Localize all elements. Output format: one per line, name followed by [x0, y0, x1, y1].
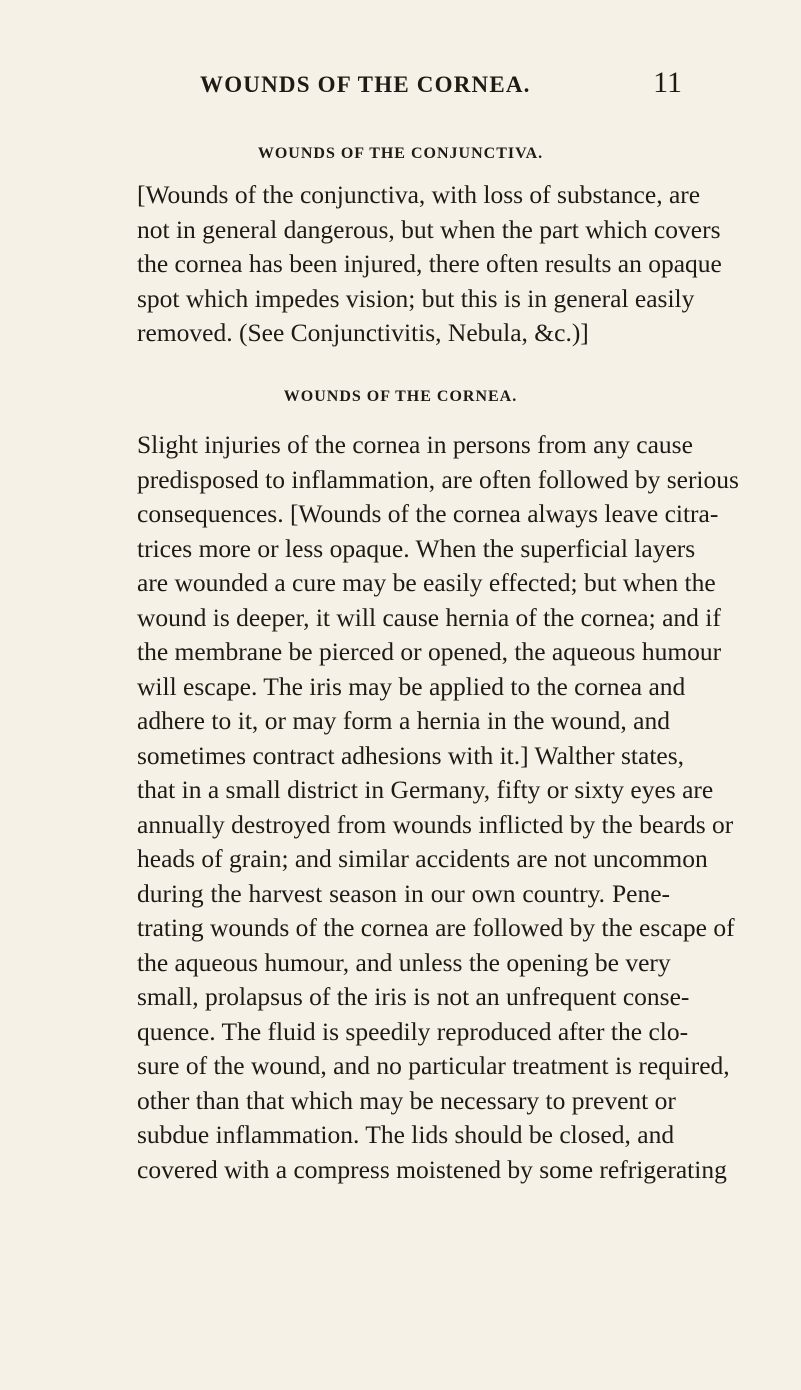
- text-line: the membrane be pierced or opened, the aqueous humour: [137, 637, 722, 666]
- running-title: WOUNDS OF THE CORNEA.: [200, 72, 531, 97]
- running-head: [120, 62, 720, 102]
- page-number: 11: [653, 66, 682, 99]
- text-line: other than that which may be necessary to prevent or: [137, 1085, 676, 1115]
- text-line: the cornea has been injured, there often results an opaque: [137, 249, 722, 278]
- paragraph-cornea: [137, 428, 739, 1187]
- text-line: the aqueous humour, and unless the opening be very: [137, 947, 671, 977]
- text-line: consequences. [Wounds of the cornea always leave citra-: [137, 499, 719, 528]
- section-heading-conjunctiva: WOUNDS OF THE CONJUNCTIVA.: [257, 145, 544, 162]
- text-line: covered with a compress moistened by some refrigerating: [137, 1154, 727, 1184]
- text-line: Slight injuries of the cornea in persons from any cause: [137, 430, 693, 459]
- text-line: will escape. The iris may be applied to the cornea and: [137, 671, 686, 701]
- text-line: predisposed to inflammation, are often followed by serious: [137, 464, 739, 494]
- text-line: that in a small district in Germany, fifty or sixty eyes are: [137, 775, 714, 804]
- text-line: are wounded a cure may be easily effected; but when the: [137, 568, 716, 597]
- section-heading-cornea-wrapper: [0, 388, 801, 406]
- text-line: subdue inflammation. The lids should be closed, and: [137, 1120, 675, 1149]
- text-line: [Wounds of the conjunctiva, with loss of substance, are: [137, 180, 701, 209]
- text-line: not in general dangerous, but when the part which covers: [137, 214, 721, 244]
- text-line: sometimes contract adhesions with it.] Walther states,: [137, 740, 685, 770]
- text-line: spot which impedes vision; but this is in general easily: [137, 283, 695, 313]
- text-line: wound is deeper, it will cause hernia of the cornea; and if: [137, 602, 721, 632]
- text-line: small, prolapsus of the iris is not an unfrequent conse-: [137, 982, 690, 1011]
- section-heading-cornea: WOUNDS OF THE CORNEA.: [283, 388, 518, 405]
- paragraph-conjunctiva: [137, 178, 722, 351]
- text-line: trices more or less opaque. When the superficial layers: [137, 533, 696, 563]
- text-line: annually destroyed from wounds inflicted by the beards or: [137, 809, 734, 839]
- section-heading-conjunctiva-wrapper: [0, 145, 801, 163]
- text-line: heads of grain; and similar accidents are not uncommon: [137, 844, 708, 873]
- text-line: sure of the wound, and no particular treatment is required,: [137, 1051, 730, 1080]
- text-line: removed. (See Conjunctivitis, Nebula, &c.)]: [137, 318, 589, 347]
- text-line: adhere to it, or may form a hernia in the wound, and: [137, 706, 670, 735]
- text-line: trating wounds of the cornea are followed by the escape of: [137, 913, 735, 942]
- text-line: during the harvest season in our own country. Pene-: [137, 878, 670, 908]
- text-line: quence. The fluid is speedily reproduced after the clo-: [137, 1016, 689, 1046]
